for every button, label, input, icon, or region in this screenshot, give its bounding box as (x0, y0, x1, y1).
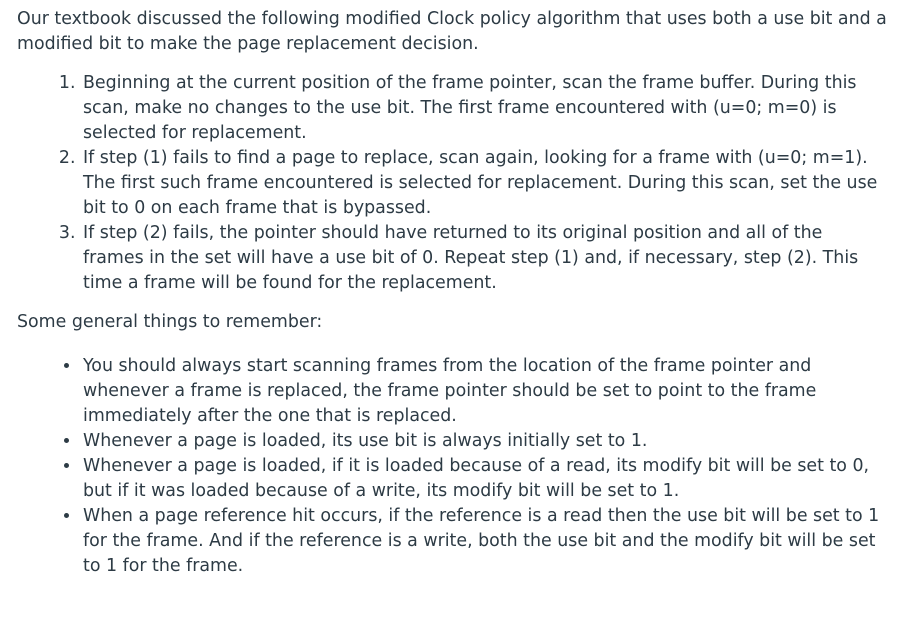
reminder-item: • Whenever a page is loaded, its use bit is always initially set to 1. (81, 429, 887, 454)
reminder-item: • Whenever a page is loaded, if it is loaded because of a read, its modify bit will be set to 0, but if it was loaded because of a write, its modify bit will be set to 1. (81, 454, 887, 504)
reminder-item: • When a page reference hit occurs, if the reference is a read then the use bit will be set to 1 for the frame. And if the reference is a write, both the use bit and the modify bit will be set to 1 for the frame. (81, 504, 887, 579)
reminders-heading: Some general things to remember: (17, 312, 323, 332)
algorithm-step: 3. If step (2) fails, the pointer should have returned to its original position and all of the frames in the set will have a use bit of 0. Repeat step (1) and, if necessary, step (2). This time a frame will be found for the replacement. (81, 221, 887, 296)
reminders-list (17, 354, 887, 579)
algorithm-steps-list (17, 71, 887, 296)
algorithm-step: 1. Beginning at the current position of the frame pointer, scan the frame buffer. During this scan, make no changes to the use bit. The first frame encountered with (u=0; m=0) is selected for replacement. (81, 71, 887, 146)
algorithm-step: 2. If step (1) fails to find a page to replace, scan again, looking for a frame with (u=0; m=1). The first such frame encountered is selected for replacement. During this scan, set the use bit to 0 on each frame that is bypassed. (81, 146, 887, 221)
reminder-item: • You should always start scanning frames from the location of the frame pointer and whenever a frame is replaced, the frame pointer should be set to point to the frame immediately after the one that is replaced. (81, 354, 887, 429)
intro-paragraph: Our textbook discussed the following modified Clock policy algorithm that uses both a use bit and a modified bit to make the page replacement decision. (17, 9, 887, 54)
